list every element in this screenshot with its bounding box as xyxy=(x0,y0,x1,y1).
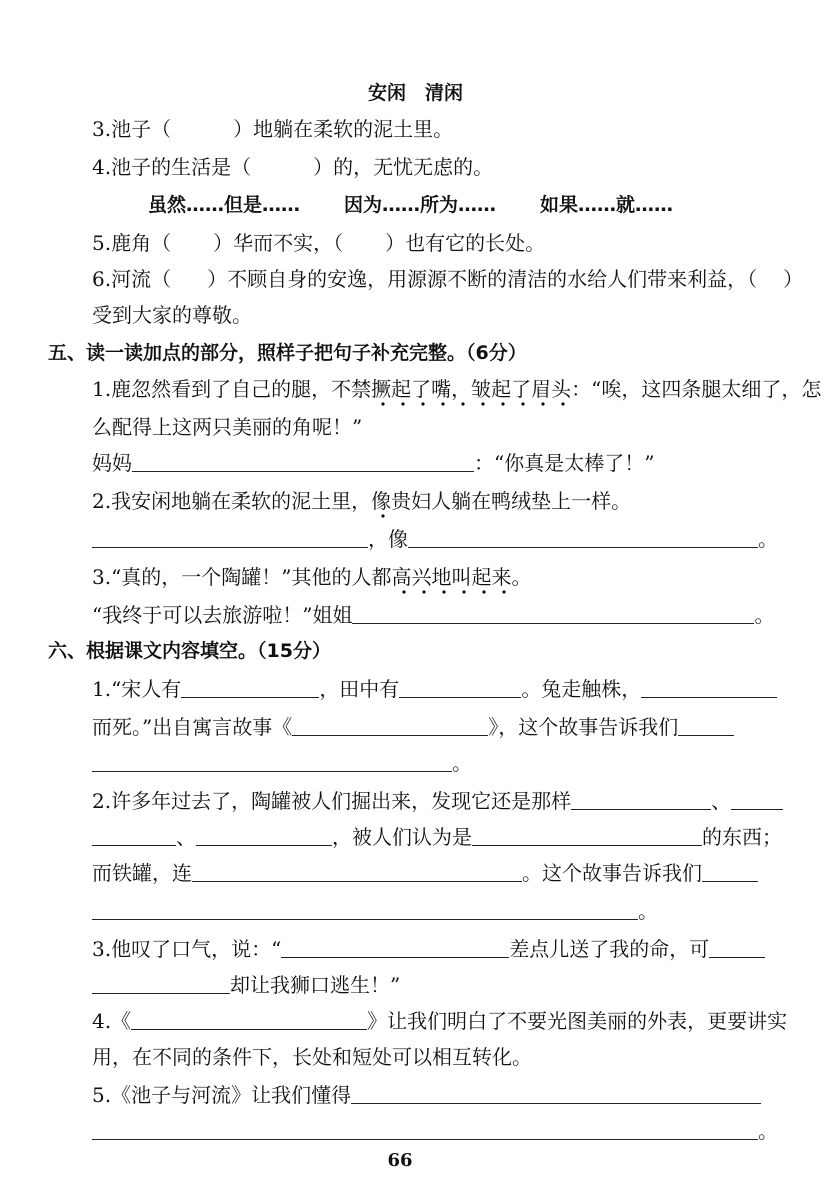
s6i1-text-b: ，田中有 xyxy=(319,677,400,701)
s5i2-text-b: 贵妇人躺在鸭绒垫上一样。 xyxy=(391,489,632,513)
s5-item-1 xyxy=(92,372,821,406)
s6-item-3-cont xyxy=(92,968,400,1002)
s6-item-2-cont2 xyxy=(92,856,758,890)
s6i2-text-e: 的东西； xyxy=(702,825,782,849)
s6-item-5 xyxy=(92,1078,761,1112)
s6i3-line-2[interactable] xyxy=(709,933,765,958)
s6i2-line-8[interactable] xyxy=(92,895,638,920)
s5-item-2-answer xyxy=(92,522,778,556)
s6i1-line-4[interactable] xyxy=(292,711,488,736)
q6-text-a: 6.河流（ xyxy=(92,267,172,291)
conjunction-2: 因为……所为…… xyxy=(344,194,497,216)
s6-item-3 xyxy=(92,932,765,966)
s6i2-line-1[interactable] xyxy=(571,785,711,810)
s6i2-line-2[interactable] xyxy=(731,785,783,810)
s6i1-line-3[interactable] xyxy=(641,673,777,698)
conjunction-3: 如果……就…… xyxy=(540,194,674,216)
s6i2-text-c: 、 xyxy=(176,825,196,849)
s5i3-text-d: 。 xyxy=(754,603,775,627)
s5i1-answer-line[interactable] xyxy=(132,447,474,472)
s6i1-text-c: 。兔走触株， xyxy=(521,677,642,701)
s5i1-text-e: ：“你真是太棒了！” xyxy=(474,451,655,475)
s6i2-line-6[interactable] xyxy=(192,857,522,882)
s6i4-text-a: 4.《 xyxy=(92,1009,132,1033)
s6-item-2-cont xyxy=(92,820,782,854)
s5i2-text-a: 2.我安闲地躺在柔软的泥土里， xyxy=(92,489,372,513)
s6i2-text-b: 、 xyxy=(711,789,732,813)
s5-item-3 xyxy=(92,560,532,594)
s6i2-line-5[interactable] xyxy=(472,821,702,846)
q6-text-b: ）不顾自身的安逸，用源源不断的清洁的水给人们带来利益，（ xyxy=(207,267,758,291)
s6i2-text-f: 而铁罐，连 xyxy=(92,861,192,885)
question-6 xyxy=(92,262,803,296)
q5-text-a: 5.鹿角（ xyxy=(92,231,172,255)
s6i2-line-3[interactable] xyxy=(92,821,176,846)
s6i2-text-a: 2.许多年过去了，陶罐被人们掘出来，发现它还是那样 xyxy=(92,789,572,813)
s6i5-line-1[interactable] xyxy=(351,1079,761,1104)
section-6-title: 六、根据课文内容填空。（15分） xyxy=(48,640,331,662)
s6i4-text-b: 》让我们明白了不要光图美丽的外表，更要讲实 xyxy=(367,1009,788,1033)
s5i2-text-d: 。 xyxy=(758,527,778,551)
s6i2-line-7[interactable] xyxy=(702,857,758,882)
s6-item-1-cont xyxy=(92,710,734,744)
conjunction-1: 虽然……但是…… xyxy=(148,194,301,216)
s5i3-text-b: 。 xyxy=(511,565,532,589)
s6i5-line-2[interactable] xyxy=(92,1115,758,1140)
q3-text-a: 3.池子（ xyxy=(92,117,172,141)
page-number: 66 xyxy=(387,1150,413,1171)
s6i1-text-f: 。 xyxy=(452,751,472,775)
s6i3-text-b: 差点儿送了我的命，可 xyxy=(509,937,710,961)
s6i3-line-3[interactable] xyxy=(92,969,230,994)
s6-item-1 xyxy=(92,672,777,706)
s5-item-1-cont: 么配得上这两只美丽的角呢！” xyxy=(92,415,363,439)
s6i1-line-1[interactable] xyxy=(181,673,319,698)
s5i1-text-b: ：“唉，这四条腿太细了，怎 xyxy=(571,377,821,401)
s6i2-text-d: ，被人们认为是 xyxy=(332,825,472,849)
s6i1-line-2[interactable] xyxy=(399,673,521,698)
s6i2-text-g: 。这个故事告诉我们 xyxy=(522,861,702,885)
s5i2-text-c: ，像 xyxy=(368,527,408,551)
s5-item-3-answer xyxy=(92,598,774,632)
s6-item-2-cont3 xyxy=(92,894,658,928)
s6-item-4 xyxy=(92,1004,787,1038)
s5i3-answer-line[interactable] xyxy=(352,599,754,624)
s6i3-line-1[interactable] xyxy=(281,933,509,958)
question-6-cont: 受到大家的尊敬。 xyxy=(92,303,252,327)
s6i4-line-1[interactable] xyxy=(131,1005,367,1030)
s5i2-answer-line-2[interactable] xyxy=(408,523,758,548)
s6i2-line-4[interactable] xyxy=(196,821,332,846)
q5-text-b: ）华而不实，（ xyxy=(213,231,344,255)
s5i1-text-d: 妈妈 xyxy=(92,451,132,475)
q3-text-b: ）地躺在柔软的泥土里。 xyxy=(233,117,454,141)
s6-item-1-cont2 xyxy=(92,746,472,780)
s5i1-dotted: 撅起了嘴，皱起了眉头 xyxy=(371,377,572,401)
question-5 xyxy=(92,226,545,260)
question-3 xyxy=(92,112,453,146)
s5i3-dotted: 高兴地叫起来 xyxy=(391,565,512,589)
s6i3-text-c: 却让我狮口逃生！” xyxy=(230,973,401,997)
s6i1-text-a: 1.“宋人有 xyxy=(92,677,182,701)
s6i2-text-h: 。 xyxy=(638,899,658,923)
s6i1-line-6[interactable] xyxy=(92,747,452,772)
s5i2-dotted: 像 xyxy=(371,489,392,513)
word-bank-2 xyxy=(148,188,673,222)
q4-text-b: ）的，无忧无虑的。 xyxy=(313,155,494,179)
s6i1-text-d: 而死。”出自寓言故事《 xyxy=(92,715,293,739)
q6-text-c: ） xyxy=(783,267,804,291)
s6i1-text-e: 》，这个故事告诉我们 xyxy=(488,715,679,739)
s5i3-text-c: “我终于可以去旅游啦！”姐姐 xyxy=(92,603,353,627)
s5i2-answer-line-1[interactable] xyxy=(92,523,368,548)
s5i3-text-a: 3.“真的，一个陶罐！”其他的人都 xyxy=(92,565,392,589)
s6-item-2 xyxy=(92,784,783,818)
s6i3-text-a: 3.他叹了口气，说：“ xyxy=(92,937,282,961)
s5-item-2 xyxy=(92,484,631,518)
word-bank-1: 安闲 清闲 xyxy=(368,82,464,104)
s5-item-1-answer xyxy=(92,446,654,480)
s6-item-5-cont xyxy=(92,1114,778,1148)
s6i5-text-b: 。 xyxy=(758,1119,778,1143)
q4-text-a: 4.池子的生活是（ xyxy=(92,155,252,179)
question-4 xyxy=(92,150,493,184)
s6-item-4-cont: 用，在不同的条件下，长处和短处可以相互转化。 xyxy=(92,1045,532,1069)
s6i1-line-5[interactable] xyxy=(678,711,734,736)
s6i5-text-a: 5.《池子与河流》让我们懂得 xyxy=(92,1083,352,1107)
s5i1-text-a: 1.鹿忽然看到了自己的腿，不禁 xyxy=(92,377,372,401)
q5-text-c: ）也有它的长处。 xyxy=(385,231,546,255)
section-5-title: 五、读一读加点的部分，照样子把句子补充完整。（6分） xyxy=(48,342,527,364)
